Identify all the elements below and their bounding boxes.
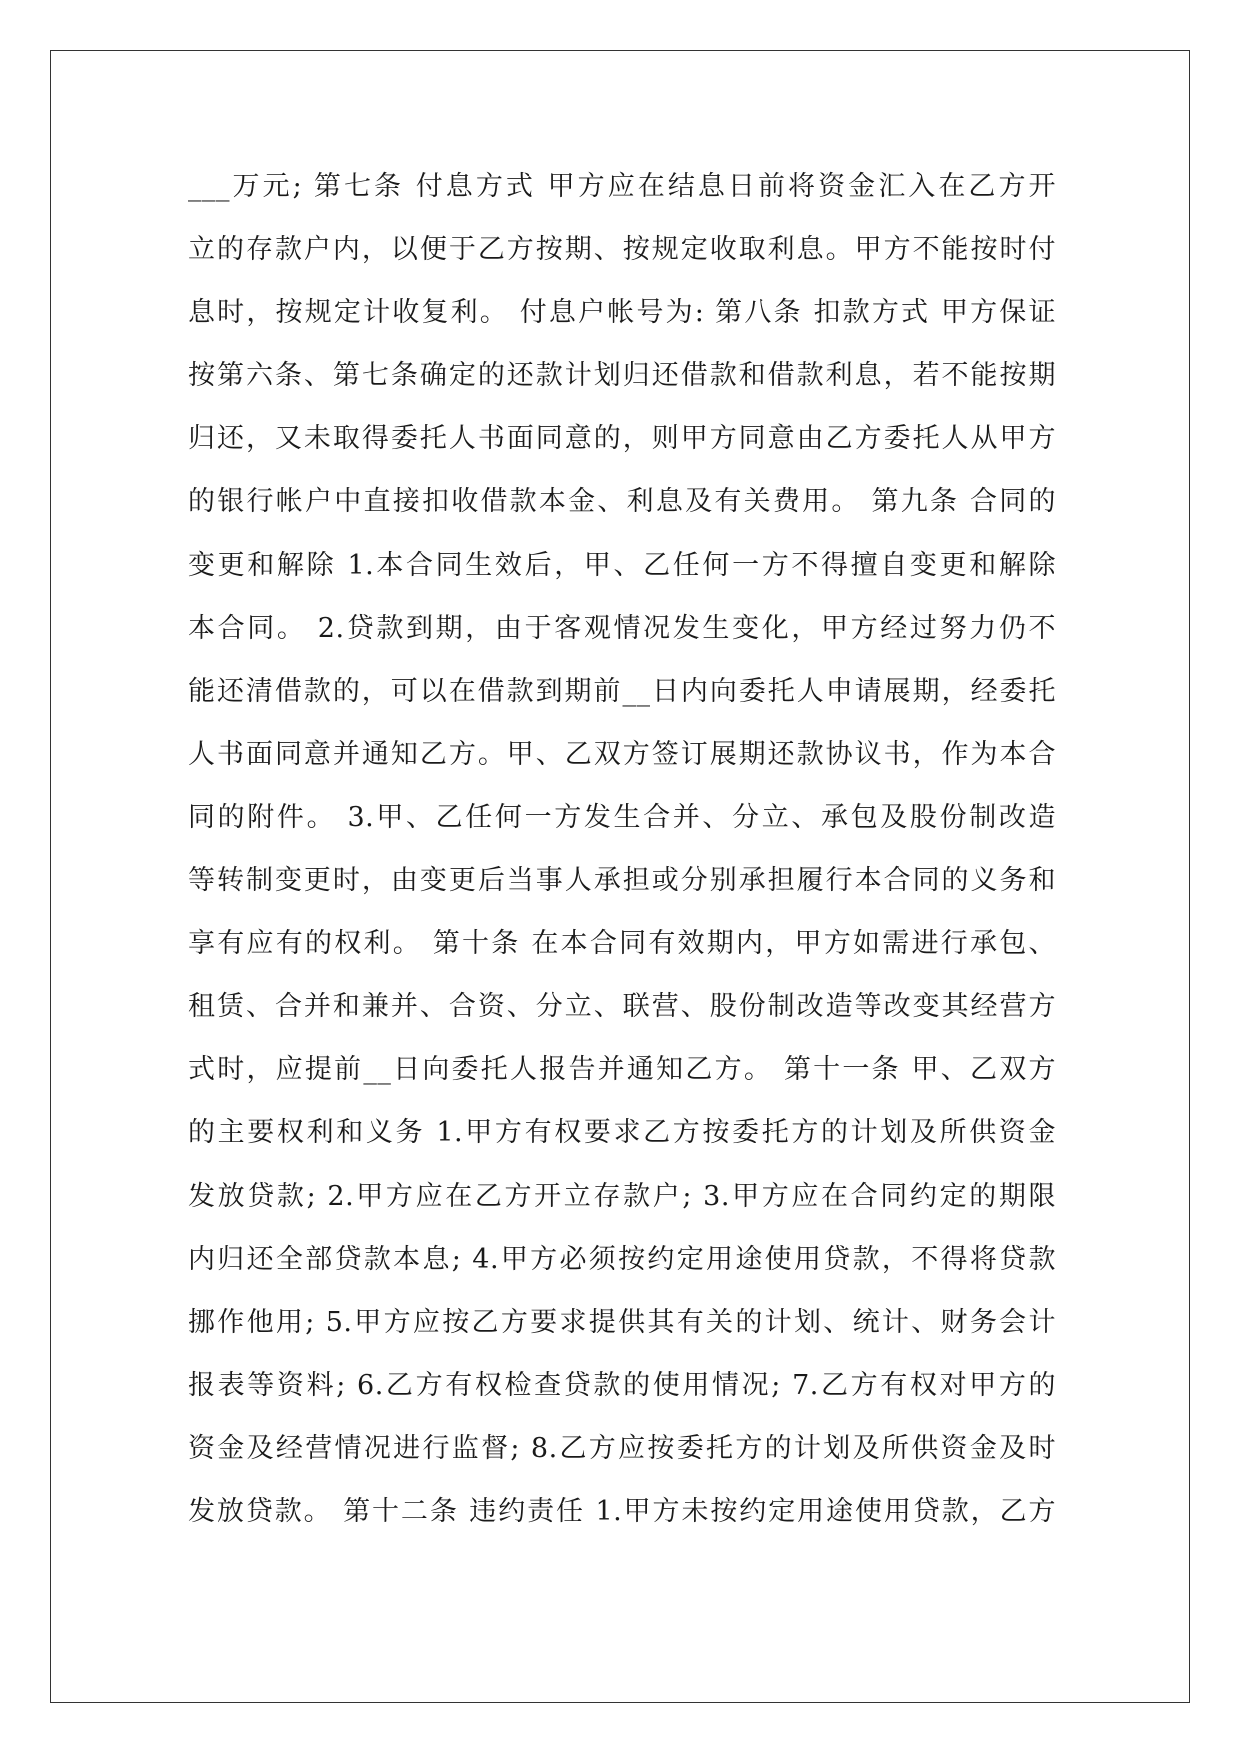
text-line: 报表等资料; 6.乙方有权检查贷款的使用情况; 7.乙方有权对甲方的 — [188, 1369, 1056, 1401]
text-line: 本合同。 2.贷款到期，由于客观情况发生变化，甲方经过努力仍不 — [188, 612, 1056, 644]
text-line: 归还，又未取得委托人书面同意的，则甲方同意由乙方委托人从甲方 — [188, 423, 1056, 455]
text-line: 人书面同意并通知乙方。甲、乙双方签订展期还款协议书，作为本合 — [188, 738, 1056, 770]
text-line: 能还清借款的，可以在借款到期前__日内向委托人申请展期，经委托 — [188, 675, 1056, 707]
text-line: 发放贷款; 2.甲方应在乙方开立存款户; 3.甲方应在合同约定的期限 — [188, 1180, 1056, 1212]
text-line: 变更和解除 1.本合同生效后，甲、乙任何一方不得擅自变更和解除 — [188, 549, 1056, 581]
text-line: 挪作他用; 5.甲方应按乙方要求提供其有关的计划、统计、财务会计 — [188, 1306, 1056, 1338]
text-line: 立的存款户内，以便于乙方按期、按规定收取利息。甲方不能按时付 — [188, 234, 1056, 266]
text-line: 同的附件。 3.甲、乙任何一方发生合并、分立、承包及股份制改造 — [188, 801, 1056, 833]
text-line: 的主要权利和义务 1.甲方有权要求乙方按委托方的计划及所供资金 — [188, 1117, 1056, 1149]
text-line: 式时，应提前__日向委托人报告并通知乙方。 第十一条 甲、乙双方 — [188, 1054, 1056, 1086]
text-line: 的银行帐户中直接扣收借款本金、利息及有关费用。 第九条 合同的 — [188, 486, 1056, 518]
text-line: 资金及经营情况进行监督; 8.乙方应按委托方的计划及所供资金及时 — [188, 1432, 1056, 1464]
text-line: 发放贷款。 第十二条 违约责任 1.甲方未按约定用途使用贷款，乙方 — [188, 1495, 1056, 1527]
document-body — [188, 155, 1056, 1543]
text-line: 享有应有的权利。 第十条 在本合同有效期内，甲方如需进行承包、 — [188, 928, 1056, 960]
text-line: 息时，按规定计收复利。 付息户帐号为: 第八条 扣款方式 甲方保证 — [188, 297, 1056, 329]
text-line: 按第六条、第七条确定的还款计划归还借款和借款利息，若不能按期 — [188, 360, 1056, 392]
text-line: 内归还全部贷款本息; 4.甲方必须按约定用途使用贷款，不得将贷款 — [188, 1243, 1056, 1275]
text-line: 等转制变更时，由变更后当事人承担或分别承担履行本合同的义务和 — [188, 865, 1056, 897]
text-line: ___万元; 第七条 付息方式 甲方应在结息日前将资金汇入在乙方开 — [188, 171, 1056, 202]
text-line: 租赁、合并和兼并、合资、分立、联营、股份制改造等改变其经营方 — [188, 991, 1056, 1023]
